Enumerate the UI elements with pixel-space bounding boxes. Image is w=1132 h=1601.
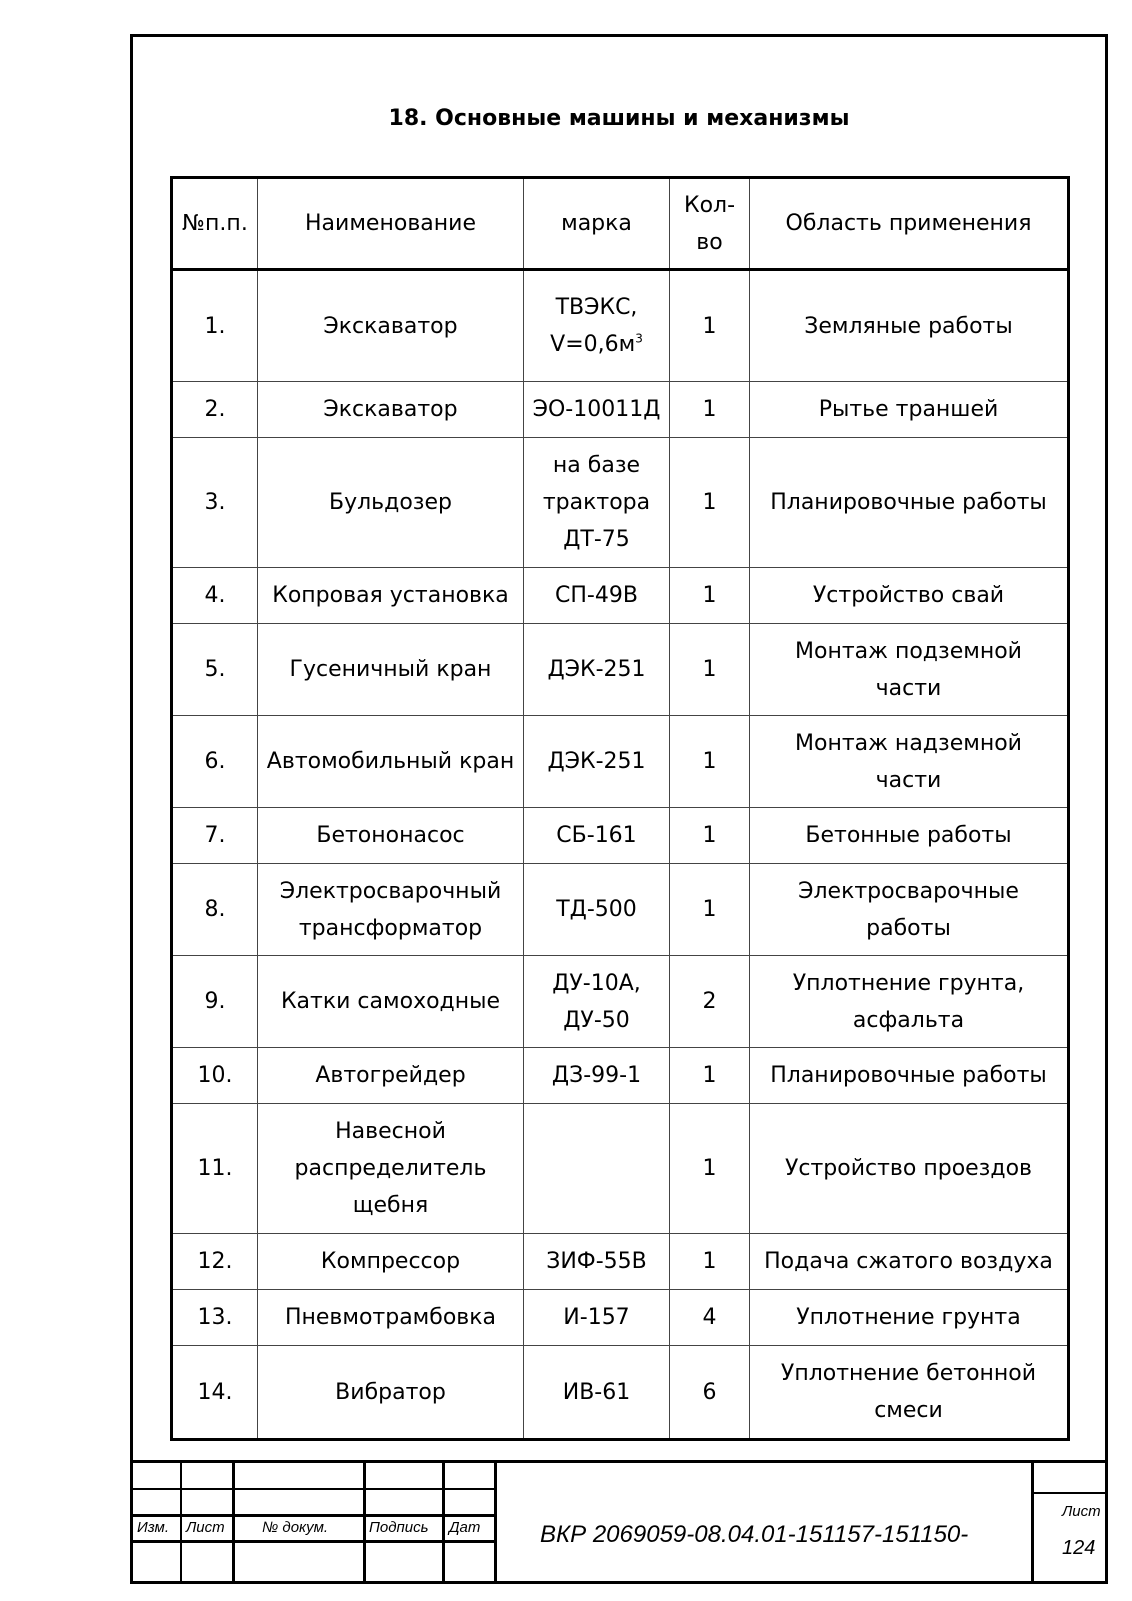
row-num-cell: 10.	[172, 1048, 258, 1104]
row-area-cell: Устройство свай	[750, 568, 1069, 624]
row-brand-cell: на базе трактора ДТ-75	[524, 438, 670, 568]
row-brand-cell	[524, 1104, 670, 1234]
row-qty-cell: 1	[670, 270, 750, 382]
row-qty-cell: 1	[670, 1234, 750, 1290]
header-area: Область применения	[750, 178, 1069, 270]
row-qty-cell: 1	[670, 382, 750, 438]
row-brand-cell: ДЭК-251	[524, 624, 670, 716]
row-num-cell: 7.	[172, 808, 258, 864]
table-row	[172, 1104, 1069, 1234]
row-name-cell: Пневмотрамбовка	[258, 1290, 524, 1346]
row-area-cell: Уплотнение грунта, асфальта	[750, 956, 1069, 1048]
stamp-label-date: Дат	[449, 1519, 481, 1536]
row-brand-cell: ДЗ-99-1	[524, 1048, 670, 1104]
stamp-label-sheet: Лист	[186, 1519, 225, 1536]
row-name-cell: Катки самоходные	[258, 956, 524, 1048]
row-qty-cell: 1	[670, 864, 750, 956]
row-area-cell: Земляные работы	[750, 270, 1069, 382]
row-area-cell: Рытье траншей	[750, 382, 1069, 438]
row-brand-cell: ДЭК-251	[524, 716, 670, 808]
row-area-cell: Устройство проездов	[750, 1104, 1069, 1234]
row-num-cell: 5.	[172, 624, 258, 716]
machines-table	[170, 176, 1070, 1441]
row-num-cell: 4.	[172, 568, 258, 624]
row-brand-cell: ТД-500	[524, 864, 670, 956]
row-name-cell: Электросварочный трансформатор	[258, 864, 524, 956]
row-area-cell: Уплотнение бетонной смеси	[750, 1346, 1069, 1440]
table-row	[172, 438, 1069, 568]
row-name-cell: Компрессор	[258, 1234, 524, 1290]
row-area-cell: Планировочные работы	[750, 1048, 1069, 1104]
stamp-label-change: Изм.	[137, 1519, 169, 1536]
table-row	[172, 1346, 1069, 1440]
row-qty-cell: 1	[670, 624, 750, 716]
row-qty-cell: 1	[670, 808, 750, 864]
row-brand-cell: СБ-161	[524, 808, 670, 864]
row-qty-cell: 2	[670, 956, 750, 1048]
row-num-cell: 9.	[172, 956, 258, 1048]
table-row	[172, 1234, 1069, 1290]
row-num-cell: 11.	[172, 1104, 258, 1234]
row-qty-cell: 1	[670, 568, 750, 624]
row-qty-cell: 1	[670, 1048, 750, 1104]
row-qty-cell: 1	[670, 716, 750, 808]
row-area-cell: Монтаж надземной части	[750, 716, 1069, 808]
row-num-cell: 14.	[172, 1346, 258, 1440]
header-num: №п.п.	[172, 178, 258, 270]
row-area-cell: Электросварочные работы	[750, 864, 1069, 956]
header-qty: Кол- во	[670, 178, 750, 270]
row-name-cell: Автогрейдер	[258, 1048, 524, 1104]
row-num-cell: 8.	[172, 864, 258, 956]
row-area-cell: Монтаж подземной части	[750, 624, 1069, 716]
row-num-cell: 3.	[172, 438, 258, 568]
document-code: ВКР 2069059-08.04.01-151157-151150-	[540, 1521, 969, 1548]
row-num-cell: 6.	[172, 716, 258, 808]
row-brand-cell: ИВ-61	[524, 1346, 670, 1440]
row-qty-cell: 1	[670, 1104, 750, 1234]
header-brand: марка	[524, 178, 670, 270]
stamp-label-doc-number: № докум.	[262, 1519, 329, 1536]
row-area-cell: Подача сжатого воздуха	[750, 1234, 1069, 1290]
row-qty-cell: 1	[670, 438, 750, 568]
row-qty-cell: 6	[670, 1346, 750, 1440]
table-header-row	[172, 178, 1069, 270]
header-name: Наименование	[258, 178, 524, 270]
row-brand-cell: И-157	[524, 1290, 670, 1346]
row-name-cell: Бетононасос	[258, 808, 524, 864]
table-row	[172, 1290, 1069, 1346]
row-area-cell: Планировочные работы	[750, 438, 1069, 568]
superscript-exponent: 3	[635, 331, 643, 346]
row-name-cell: Навесной распределитель щебня	[258, 1104, 524, 1234]
table-row	[172, 270, 1069, 382]
row-name-cell: Экскаватор	[258, 270, 524, 382]
row-brand-cell: ДУ-10А, ДУ-50	[524, 956, 670, 1048]
table-row	[172, 716, 1069, 808]
table-row	[172, 808, 1069, 864]
table-row	[172, 956, 1069, 1048]
row-qty-cell: 4	[670, 1290, 750, 1346]
sheet-label: Лист	[1062, 1503, 1101, 1520]
section-title: 18. Основные машины и механизмы	[388, 106, 850, 131]
row-area-cell: Бетонные работы	[750, 808, 1069, 864]
row-area-cell: Уплотнение грунта	[750, 1290, 1069, 1346]
table-row	[172, 1048, 1069, 1104]
stamp-label-signature: Подпись	[369, 1519, 429, 1536]
row-name-cell: Бульдозер	[258, 438, 524, 568]
row-num-cell: 13.	[172, 1290, 258, 1346]
row-name-cell: Вибратор	[258, 1346, 524, 1440]
table-row	[172, 864, 1069, 956]
row-num-cell: 2.	[172, 382, 258, 438]
row-brand-cell: СП-49В	[524, 568, 670, 624]
table-row	[172, 568, 1069, 624]
row-name-cell: Копровая установка	[258, 568, 524, 624]
row-num-cell: 12.	[172, 1234, 258, 1290]
row-name-cell: Экскаватор	[258, 382, 524, 438]
row-name-cell: Гусеничный кран	[258, 624, 524, 716]
table-row	[172, 382, 1069, 438]
sheet-number: 124	[1062, 1537, 1096, 1559]
row-brand-cell: ТВЭКС, $V=0,6м^3$	[524, 270, 670, 382]
row-brand-cell: ЭО-10011Д	[524, 382, 670, 438]
row-brand-cell: ЗИФ-55В	[524, 1234, 670, 1290]
row-num-cell: 1.	[172, 270, 258, 382]
row-name-cell: Автомобильный кран	[258, 716, 524, 808]
table-row	[172, 624, 1069, 716]
